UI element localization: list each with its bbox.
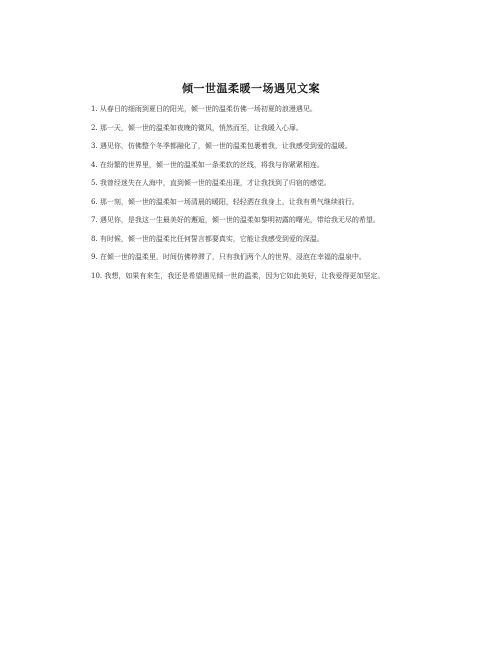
paragraph-list	[89, 104, 415, 289]
document-title: 倾一世温柔暖一场遇见文案	[182, 82, 320, 95]
paragraph-10: 10. 我想，如果有来生，我还是希望遇见倾一世的温柔，因为它如此美好，让我爱得更加坚定。	[91, 271, 385, 280]
paragraph-8: 8. 有时候，倾一世的温柔比任何誓言都要真实，它能让我感受到爱的深温。	[91, 234, 324, 243]
paragraph-3: 3. 遇见你，仿佛整个冬季都融化了，倾一世的温柔包裹着我，让我感受到爱的温暖。	[91, 142, 352, 150]
paragraph-2: 2. 那一天，倾一世的温柔如夜晚的微风，悄然而至，让我暖入心扉。	[91, 123, 303, 132]
paragraph-6: 6. 那一刻，倾一世的温柔如一场清晨的暖阳，轻轻洒在我身上，让我有勇气继续前行。	[91, 197, 359, 206]
paragraph-9: 9. 在倾一世的温柔里，时间仿佛停滞了，只有我们两个人的世界，浸泡在幸福的温泉中。	[91, 253, 366, 261]
paragraph-5: 5. 我曾经迷失在人海中，直到倾一世的温柔出现，才让我找到了归宿的感觉。	[91, 179, 331, 187]
paragraph-4: 4. 在纷繁的世界里，倾一世的温柔如一条柔软的丝线，将我与你紧紧相连。	[91, 160, 324, 169]
paragraph-1: 1. 从春日的细雨到夏日的阳光，倾一世的温柔仿佛一场初夏的浪漫遇见。	[91, 105, 317, 113]
paragraph-7: 7. 遇见你，是我这一生最美好的邂逅，倾一世的温柔如黎明初露的曙光，带给我无尽的希望。	[91, 216, 380, 224]
